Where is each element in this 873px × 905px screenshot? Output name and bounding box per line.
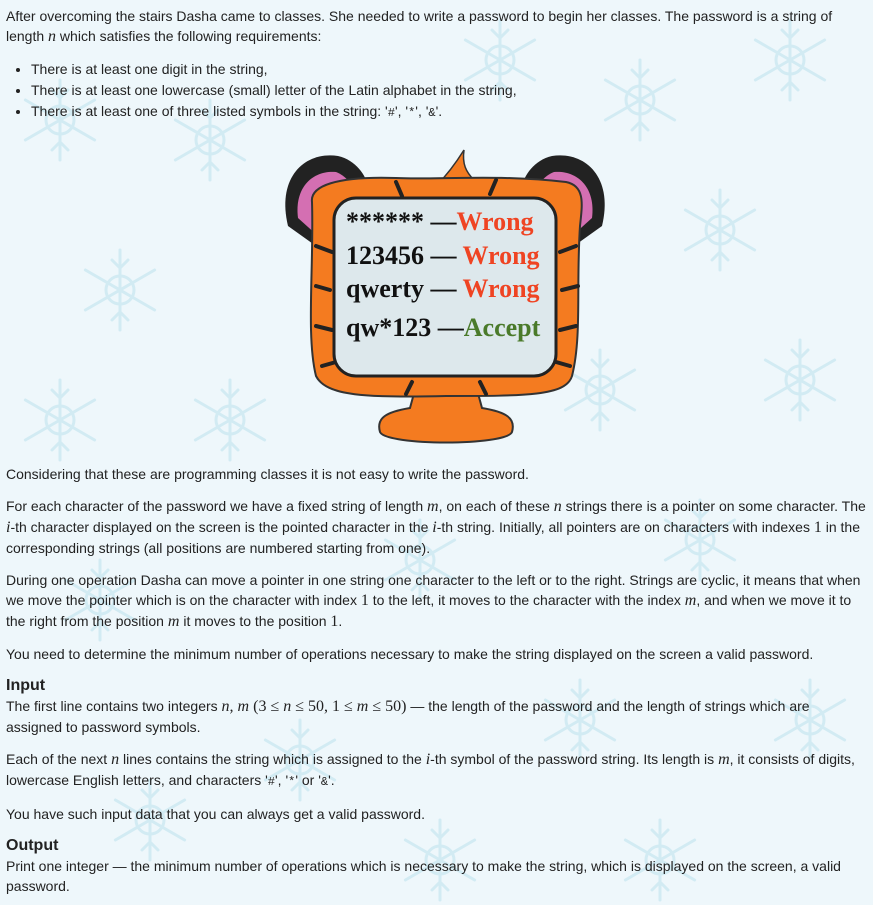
- var-m: m: [167, 613, 180, 630]
- var-m: m: [356, 698, 369, 715]
- req-sep: ', ': [415, 103, 429, 119]
- num-one: 1: [813, 519, 822, 536]
- tiger-monitor-image: [276, 146, 616, 464]
- var-n: n: [48, 28, 57, 45]
- var-n: n: [283, 698, 292, 715]
- vars-n-m: n, m: [221, 698, 250, 715]
- text: .: [338, 613, 343, 629]
- text: Each of the next: [6, 751, 112, 767]
- var-n: n: [111, 751, 120, 768]
- paragraph: Print one integer — the minimum number of operations which is necessary to make the string, which is displayed on the screen, a valid password.: [6, 858, 841, 894]
- text: in the corresponding strings (all positions are numbered starting from one).: [6, 519, 860, 556]
- paragraph: You need to determine the minimum number of operations necessary to make the string displayed on the screen a valid password.: [6, 646, 814, 662]
- var-n: n: [553, 498, 562, 515]
- text: , and when we move it to the right from the position: [6, 592, 852, 629]
- paragraph: You have such input data that you can always get a valid password.: [6, 806, 425, 822]
- paragraph: [6, 749, 867, 792]
- intro-text-end: which satisfies the following requirements:: [56, 28, 322, 44]
- symbol-amp: &: [320, 775, 329, 789]
- text: strings there is a pointer on some character. The: [561, 498, 866, 514]
- text: ', ': [275, 772, 289, 788]
- req-end: '.: [435, 103, 443, 119]
- constraint: (3 ≤: [249, 698, 284, 715]
- var-m: m: [427, 498, 439, 515]
- symbol-star: *: [288, 775, 296, 789]
- paragraph: Considering that these are programming classes it is not easy to write the password.: [6, 466, 529, 482]
- var-i: i: [425, 751, 431, 768]
- var-i: i: [6, 519, 11, 536]
- figure-row: 123456 — Wrong: [346, 241, 540, 270]
- figure-row: ****** —Wrong: [346, 207, 534, 236]
- text: -th character displayed on the screen is the pointed character in the: [10, 519, 433, 535]
- intro-paragraph: [6, 6, 867, 47]
- text: it moves to the position: [179, 613, 331, 629]
- input-heading: Input: [6, 677, 46, 694]
- symbol-hash: #: [387, 106, 395, 120]
- tiger-monitor-illustration: [6, 146, 867, 464]
- output-heading: Output: [6, 837, 59, 854]
- paragraph: [6, 570, 867, 632]
- list-item: • There is at least one lowercase (small) letter of the Latin alphabet in the string,: [31, 80, 867, 101]
- var-m: m: [684, 592, 697, 609]
- list-item: [31, 101, 867, 124]
- num-one: 1: [360, 592, 369, 609]
- text: For each character of the password we have a fixed string of length: [6, 498, 428, 514]
- constraint: ≤ 50, 1 ≤: [291, 698, 357, 715]
- num-one: 1: [330, 613, 339, 630]
- var-i: i: [432, 519, 437, 536]
- paragraph: [6, 496, 867, 558]
- requirements-list: [6, 59, 867, 124]
- figure-row: qw*123 —Accept: [346, 313, 541, 342]
- list-item: • There is at least one digit in the string,: [31, 59, 867, 80]
- text: — the length of the password and the length of strings which are assigned to password symbols.: [6, 698, 810, 735]
- req-sep: ', ': [394, 103, 409, 119]
- text: ' or ': [295, 772, 321, 788]
- figure-row: qwerty — Wrong: [346, 274, 540, 303]
- text: , it consists of digits, lowercase English letters, and characters ': [6, 751, 855, 788]
- constraint: ≤ 50): [368, 698, 407, 715]
- req-text: There is at least one of three listed symbols in the string: ': [31, 103, 388, 119]
- symbol-star: *: [408, 106, 416, 120]
- paragraph: [6, 696, 867, 737]
- symbol-hash: #: [267, 775, 275, 789]
- symbol-amp: &: [428, 106, 436, 120]
- text: , on each of these: [438, 498, 554, 514]
- var-m: m: [718, 751, 730, 768]
- text: The first line contains two integers: [6, 698, 222, 714]
- text: '.: [328, 772, 335, 788]
- text: -th string. Initially, all pointers are on characters with indexes: [436, 519, 814, 535]
- text: to the left, it moves to the character with the index: [368, 592, 685, 608]
- text: During one operation Dasha can move a pointer in one string one character to the left or to the right. Strings are cyclic, it means that when we move the pointer which is on the character with index: [6, 572, 861, 608]
- intro-text: After overcoming the stairs Dasha came to classes. She needed to write a password to begin her classes. The password is a string of length: [6, 8, 833, 44]
- text: lines contains the string which is assigned to the: [119, 751, 426, 767]
- text: -th symbol of the password string. Its length is: [430, 751, 719, 767]
